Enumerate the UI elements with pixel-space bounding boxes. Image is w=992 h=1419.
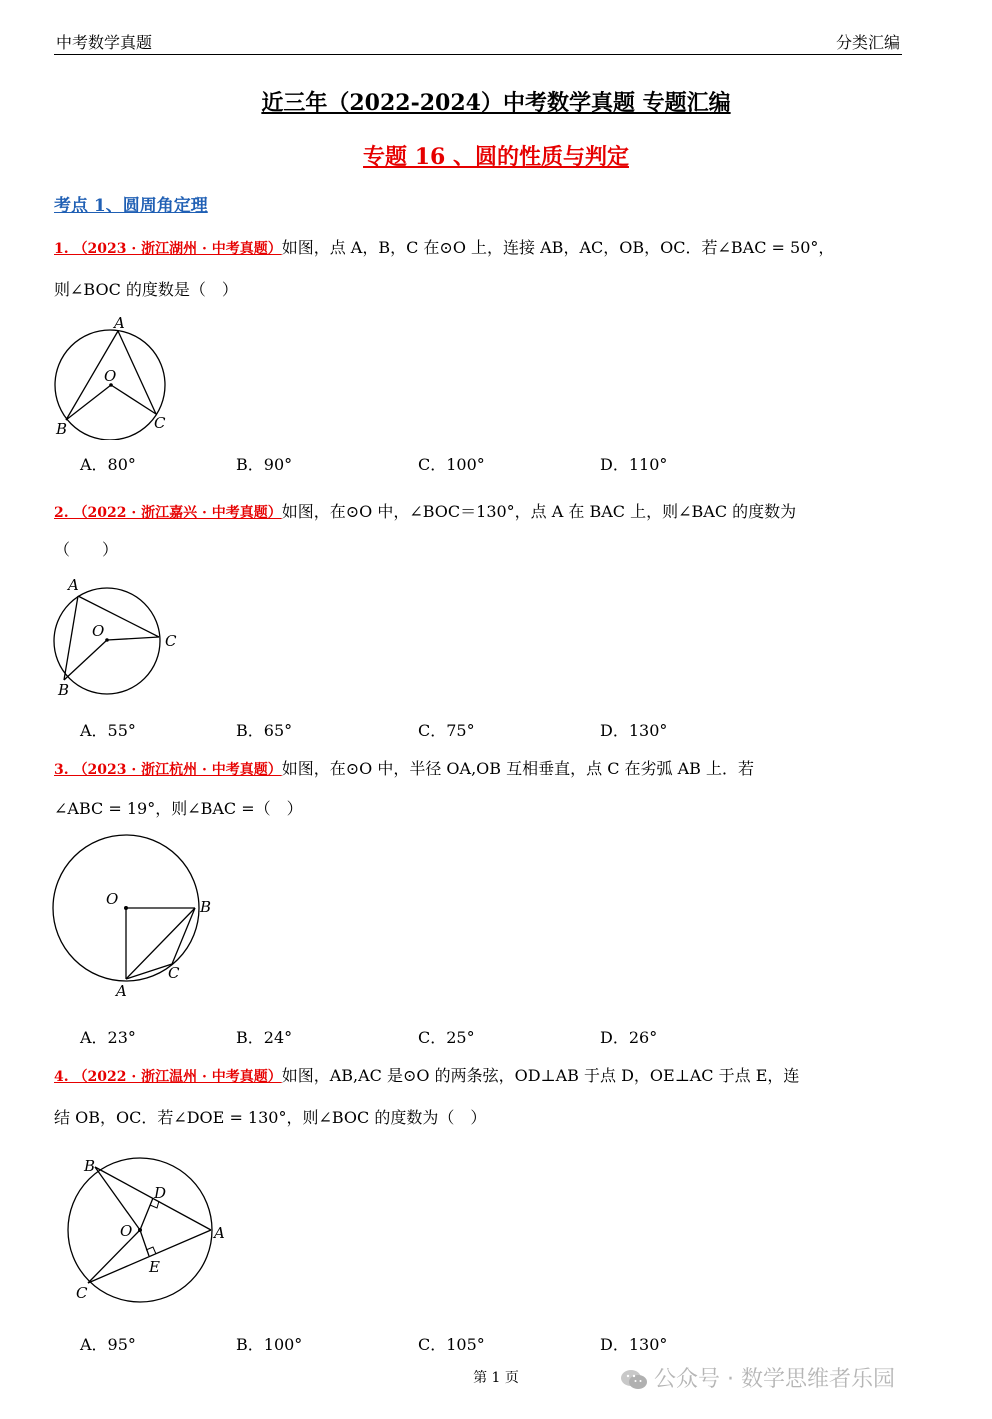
question-3-line-1 [54,757,754,782]
figure-1-label-b: B [56,420,68,438]
figure-3-label-b: B [200,898,212,916]
question-4-option-d[interactable]: D．130° [600,1335,668,1354]
question-1-figure [48,310,178,440]
header-divider [54,54,902,55]
question-4-tag: 4. （2022 · 浙江温州 · 中考真题） [54,1069,282,1085]
question-3-option-a[interactable]: A．23° [80,1028,136,1047]
watermark [620,1362,895,1393]
question-2-line-2: （ ） [54,540,119,559]
figure-4-label-c: C [76,1284,88,1302]
page-number: 第 1 页 [473,1370,519,1386]
figure-2-label-a: A [68,576,79,594]
question-2-figure [48,572,188,702]
question-2-line-1 [54,500,796,525]
question-1-option-c[interactable]: C．100° [418,455,485,474]
figure-4-label-o: O [120,1222,133,1240]
figure-1-label-a: A [114,314,125,332]
figure-1-label-c: C [154,414,166,432]
question-2-text: 如图，在⊙O 中，∠BOC＝130°，点 A 在 BAC 上，则∠BAC 的度数为 [281,502,797,521]
question-2-option-c[interactable]: C．75° [418,721,475,740]
question-2-option-b[interactable]: B．65° [236,721,293,740]
question-3-option-b[interactable]: B．24° [236,1028,293,1047]
section-heading: 考点 1、圆周角定理 [54,196,208,216]
question-2-tag: 2. （2022 · 浙江嘉兴 · 中考真题） [54,505,282,521]
watermark-text: 公众号 · 数学思维者乐园 [654,1367,895,1392]
question-3-text: 如图，在⊙O 中，半径 OA,OB 互相垂直，点 C 在劣弧 AB 上．若 [281,759,755,778]
question-1-line-1 [54,236,834,261]
question-4-figure [64,1150,239,1305]
header-left: 中考数学真题 [56,33,153,52]
figure-3-label-a: A [116,982,127,998]
question-1-line-2: 则∠BOC 的度数是（ ） [54,280,238,299]
figure-4-label-a: A [214,1224,225,1242]
figure-1-label-o: O [104,367,117,385]
question-3-option-c[interactable]: C．25° [418,1028,475,1047]
page-subtitle: 专题 16 、圆的性质与判定 [363,144,629,170]
figure-3-label-o: O [106,890,119,908]
question-2-option-a[interactable]: A．55° [80,721,136,740]
figure-2-label-o: O [92,622,105,640]
question-3-option-d[interactable]: D．26° [600,1028,658,1047]
figure-4-label-d: D [154,1184,167,1202]
figure-3-label-c: C [168,964,180,982]
figure-2-label-c: C [165,632,177,650]
question-4-line-2: 结 OB，OC．若∠DOE = 130°，则∠BOC 的度数为（ ） [54,1108,487,1127]
question-1-tag: 1. （2023 · 浙江湖州 · 中考真题） [54,241,282,257]
question-1-option-a[interactable]: A．80° [80,455,136,474]
question-4-text: 如图，AB,AC 是⊙O 的两条弦，OD⊥AB 于点 D，OE⊥AC 于点 E，连 [281,1066,800,1085]
question-2-option-d[interactable]: D．130° [600,721,668,740]
question-1-text: 如图，点 A，B，C 在⊙O 上，连接 AB，AC，OB，OC．若∠BAC = 50°， [281,238,835,257]
question-1-option-b[interactable]: B．90° [236,455,293,474]
question-4-line-1 [54,1064,799,1089]
page-title: 近三年（2022-2024）中考数学真题 专题汇编 [261,90,731,116]
figure-4-label-e: E [149,1258,160,1276]
question-3-tag: 3. （2023 · 浙江杭州 · 中考真题） [54,762,282,778]
wechat-icon [620,1369,648,1391]
figure-4-label-b: B [84,1157,96,1175]
question-4-option-b[interactable]: B．100° [236,1335,303,1354]
figure-2-label-b: B [58,681,70,699]
question-4-option-c[interactable]: C．105° [418,1335,485,1354]
question-3-line-2: ∠ABC = 19°，则∠BAC =（ ） [54,799,303,818]
question-3-figure [48,828,223,998]
question-4-option-a[interactable]: A．95° [80,1335,136,1354]
header-right: 分类汇编 [835,33,900,52]
question-1-option-d[interactable]: D．110° [600,455,668,474]
